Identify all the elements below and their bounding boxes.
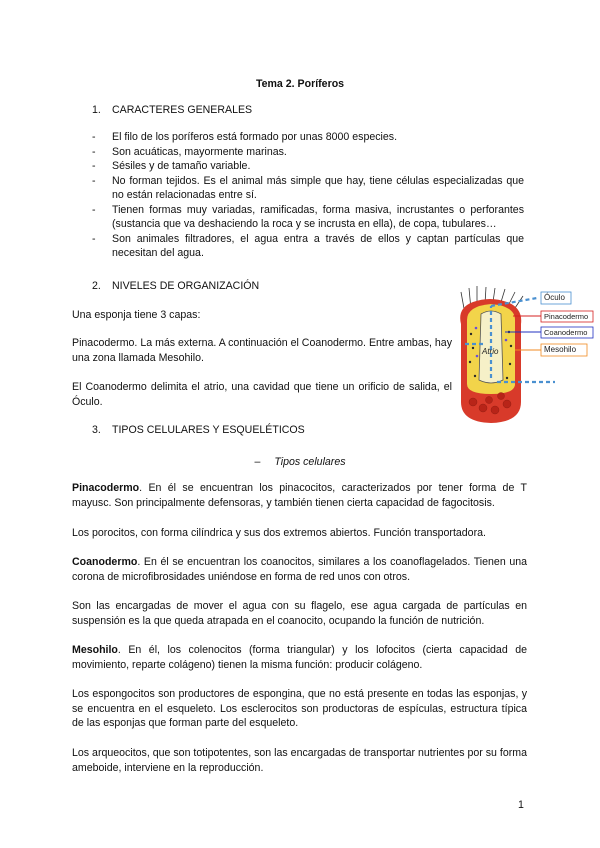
figure-label-atrio: Atrio xyxy=(482,347,499,356)
list-item: - El filo de los poríferos está formado por unas 8000 especies. xyxy=(92,130,524,145)
subheading-dash: – xyxy=(254,456,261,468)
section-1-title: CARACTERES GENERALES xyxy=(112,104,253,116)
section-3-title: TIPOS CELULARES Y ESQUELÉTICOS xyxy=(112,424,305,436)
paragraph-coanodermo xyxy=(72,555,527,584)
figure-label-oculo: Óculo xyxy=(544,293,565,302)
sponge-diagram-image xyxy=(455,284,595,426)
term-coanodermo: Coanodermo xyxy=(72,556,138,568)
characteristics-list xyxy=(92,130,524,261)
figure-label-mesohilo: Mesohilo xyxy=(544,345,577,354)
term-pinacodermo: Pinacodermo xyxy=(72,482,140,494)
list-item: - No forman tejidos. Es el animal más simple que hay, tiene células especializadas que no están relacionadas entre sí. xyxy=(92,174,524,203)
subheading-text: Tipos celulares xyxy=(274,456,346,468)
list-item: - Son animales filtradores, el agua entra a través de ellos y captan partículas que necesitan del agua. xyxy=(92,232,524,261)
section-2-title: NIVELES DE ORGANIZACIÓN xyxy=(112,280,260,292)
paragraph-porocitos: Los porocitos, con forma cilíndrica y sus dos extremos abiertos. Función transportadora. xyxy=(72,527,486,539)
paragraph-mesohilo xyxy=(72,643,527,672)
paragraph: Pinacodermo. La más externa. A continuación el Coanodermo. Entre ambas, hay una zona llamada Mesohilo. xyxy=(72,337,452,364)
paragraph-text: . En él se encuentran los pinacocitos, caracterizados por tener forma de T mayusc. Son principalmente defensoras, y también tienen cierta capacidad de fagocitosis. xyxy=(72,482,527,509)
list-item: - Sésiles y de tamaño variable. xyxy=(92,159,524,174)
paragraph: El Coanodermo delimita el atrio, una cavidad que tiene un orificio de salida, el Óculo. xyxy=(72,381,452,408)
paragraph-text: . En él, los colenocitos (forma triangular) y los lofocitos (cierta capacidad de movimiento, reparte colágeno) tienen la misma función: producir colágeno. xyxy=(72,644,527,671)
page-title: Tema 2. Poríferos xyxy=(255,78,345,90)
figure-label-coanodermo: Coanodermo xyxy=(544,328,588,337)
section-2-number: 2. xyxy=(92,280,101,292)
section-1-heading xyxy=(92,103,252,118)
section-1-number: 1. xyxy=(92,104,101,116)
paragraph-pinacodermo xyxy=(72,481,527,510)
paragraph-espongocitos: Los espongocitos son productores de espongina, que no está presente en todas las esponjas, y se encuentra en el esqueleto. Los esclerocitos son productoras de espículas, estructura típica de las esponjas que forman parte del esqueleto. xyxy=(72,688,527,729)
term-mesohilo: Mesohilo xyxy=(72,644,118,656)
list-item: - Tienen formas muy variadas, ramificadas, forma masiva, incrustantes o perforantes (sustancia que va deshaciendo la roca y se incrusta en ella), de copa, tubulares… xyxy=(92,203,524,232)
figure-label-pinacodermo: Pinacodermo xyxy=(544,312,589,321)
section-2-heading xyxy=(92,279,259,294)
list-item: - Son acuáticas, mayormente marinas. xyxy=(92,145,524,160)
sponge-diagram xyxy=(455,284,595,426)
page-number: 1 xyxy=(518,799,524,811)
section-3-number: 3. xyxy=(92,424,101,436)
paragraph-encargadas: Son las encargadas de mover el agua con su flagelo, ese agua cargada de partículas en suspensión es la que queda atrapada en el coanocito, ocupando la función de nutrición. xyxy=(72,600,527,627)
subheading-tipos-celulares xyxy=(0,455,600,470)
section-3-heading xyxy=(92,423,305,438)
paragraph-text: . En él se encuentran los coanocitos, similares a los coanoflagelados. Tienen una corona de microfibrosidades uniéndose en forma de red unos con otros. xyxy=(72,556,527,583)
paragraph: Una esponja tiene 3 capas: xyxy=(72,309,201,321)
paragraph-arqueocitos: Los arqueocitos, que son totipotentes, son las encargadas de transportar nutrientes por su forma ameboide, interviene en la reproducción. xyxy=(72,747,527,774)
